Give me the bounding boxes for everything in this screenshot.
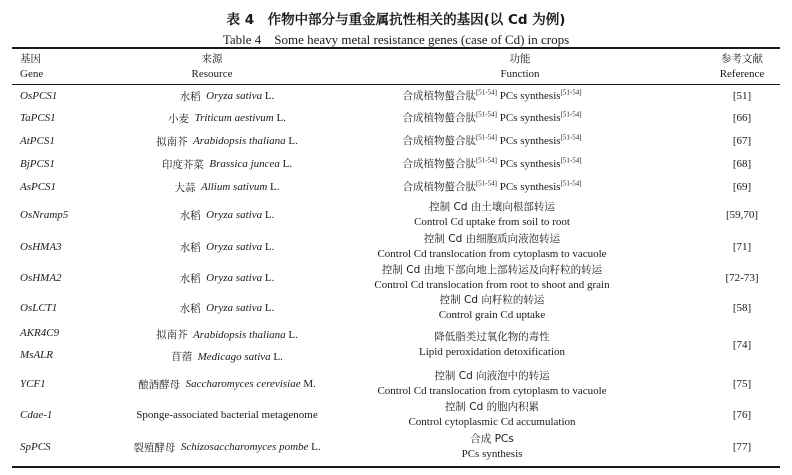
reference: [74] bbox=[732, 339, 752, 351]
header-resource: 来源 Resource bbox=[191, 53, 233, 80]
table-row bbox=[12, 368, 780, 400]
function: 控制 Cd 向籽粒的转运 Control grain Cd uptake bbox=[438, 294, 546, 321]
resource: 拟南芥 Arabidopsis thaliana L. bbox=[156, 135, 298, 148]
resource: 水稻 Oryza sativa L. bbox=[179, 241, 275, 254]
gene-name: OsNramp5 bbox=[20, 209, 69, 221]
reference: [58] bbox=[732, 302, 752, 314]
resource: 小麦 Triticum aestivum L. bbox=[168, 112, 286, 125]
function: 控制 Cd 由地下部向地上部转运及向籽粒的转运 Control Cd translocation from root to shoot and grain bbox=[374, 264, 610, 291]
reference: [69] bbox=[732, 181, 752, 193]
table-row bbox=[12, 131, 780, 151]
table-row bbox=[12, 86, 780, 106]
reference: [77] bbox=[732, 441, 752, 453]
table-title-en: Table 4 Some heavy metal resistance genes (case of Cd) in crops bbox=[222, 32, 570, 47]
top-rule bbox=[12, 47, 780, 49]
table-row bbox=[12, 199, 780, 231]
table-row bbox=[12, 231, 780, 263]
gene-name: AsPCS1 bbox=[20, 181, 57, 193]
header-rule bbox=[12, 84, 780, 85]
reference: [59,70] bbox=[725, 209, 759, 221]
table-row bbox=[12, 431, 780, 463]
resource: Sponge-associated bacterial metagenome bbox=[136, 409, 318, 421]
resource: 水稻 Oryza sativa L. bbox=[179, 272, 275, 285]
gene-name: YCF1 bbox=[20, 378, 46, 390]
reference: [51] bbox=[732, 90, 752, 102]
function: 合成植物螯合肽[51-54] PCs synthesis[51-54] bbox=[402, 178, 582, 193]
table-row bbox=[12, 177, 780, 197]
resource: 水稻 Oryza sativa L. bbox=[179, 90, 275, 103]
function: 合成植物螯合肽[51-54] PCs synthesis[51-54] bbox=[402, 155, 582, 170]
resource: 拟南芥 Arabidopsis thaliana L. bbox=[156, 329, 298, 341]
function: 合成植物螯合肽[51-54] PCs synthesis[51-54] bbox=[402, 87, 582, 102]
table-row bbox=[12, 262, 780, 294]
gene-name: AtPCS1 bbox=[20, 135, 55, 147]
gene-name: OsPCS1 bbox=[20, 90, 58, 102]
resource: 大蒜 Allium sativum L. bbox=[174, 181, 280, 194]
gene-name: MsALR bbox=[20, 349, 53, 361]
gene-name: OsLCT1 bbox=[20, 302, 58, 314]
function: 合成 PCs PCs synthesis bbox=[461, 433, 523, 460]
function: 降低脂类过氧化物的毒性 Lipid peroxidation detoxification bbox=[418, 331, 566, 358]
function: 合成植物螯合肽[51-54] PCs synthesis[51-54] bbox=[402, 109, 582, 124]
resource: 水稻 Oryza sativa L. bbox=[179, 302, 275, 315]
table-row bbox=[12, 292, 780, 324]
gene-name: AKR4C9 bbox=[20, 327, 60, 339]
reference: [68] bbox=[732, 158, 752, 170]
gene-name: OsHMA3 bbox=[20, 241, 62, 253]
function: 控制 Cd 向液泡中的转运 Control Cd translocation from cytoplasm to vacuole bbox=[377, 370, 607, 397]
gene-name: TaPCS1 bbox=[20, 112, 56, 124]
reference: [76] bbox=[732, 409, 752, 421]
gene-name: OsHMA2 bbox=[20, 272, 62, 284]
table-row bbox=[12, 108, 780, 128]
resource: 酿酒酵母 Saccharomyces cerevisiae M. bbox=[138, 378, 316, 391]
resource: 苜蓿 Medicago sativa L. bbox=[171, 351, 283, 363]
gene-name: SpPCS bbox=[20, 441, 51, 453]
resource: 水稻 Oryza sativa L. bbox=[179, 209, 275, 222]
header-function: 功能 Function bbox=[500, 53, 540, 80]
table-row bbox=[12, 399, 780, 431]
table-title-cn: 表 4 作物中部分与重金属抗性相关的基因(以 Cd 为例) bbox=[226, 12, 566, 28]
header-gene: 基因 Gene bbox=[20, 53, 44, 80]
bottom-rule bbox=[12, 466, 780, 468]
gene-name: Cdae-1 bbox=[20, 409, 53, 421]
gene-name: BjPCS1 bbox=[20, 158, 55, 170]
resource: 裂殖酵母 Schizosaccharomyces pombe L. bbox=[133, 441, 321, 454]
reference: [67] bbox=[732, 135, 752, 147]
reference: [71] bbox=[732, 241, 752, 253]
function: 控制 Cd 由细胞质向液泡转运 Control Cd translocation from cytoplasm to vacuole bbox=[377, 233, 607, 260]
function: 控制 Cd 由土壤向根部转运 Control Cd uptake from soil to root bbox=[414, 201, 570, 228]
header-reference: 参考文献 Reference bbox=[719, 53, 765, 80]
reference: [72-73] bbox=[725, 272, 759, 284]
function: 合成植物螯合肽[51-54] PCs synthesis[51-54] bbox=[402, 132, 582, 147]
reference: [75] bbox=[732, 378, 752, 390]
resource: 印度芥菜 Brassica juncea L. bbox=[161, 158, 293, 171]
table-row-merged bbox=[12, 327, 780, 363]
reference: [66] bbox=[732, 112, 752, 124]
function: 控制 Cd 的胞内积累 Control cytoplasmic Cd accumulation bbox=[408, 401, 576, 428]
table-row bbox=[12, 154, 780, 174]
